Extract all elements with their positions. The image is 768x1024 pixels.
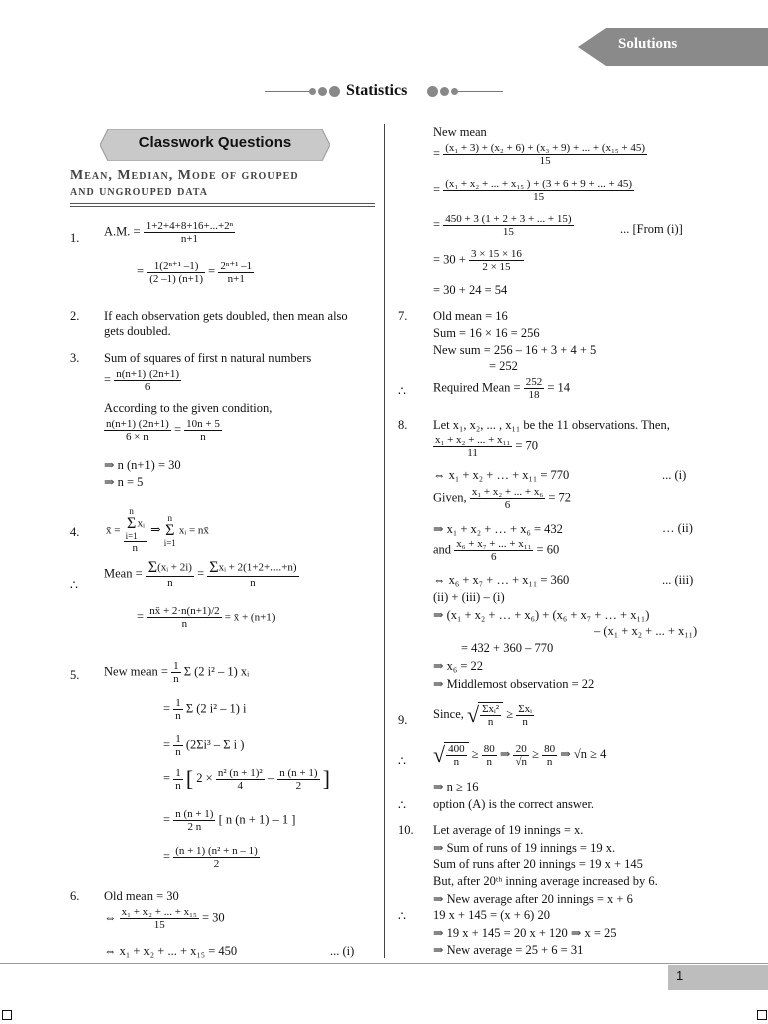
q5-line6 [163,845,260,870]
q1-f2-num: 1(2ⁿ⁺¹ –1) [147,259,205,273]
q9-t1-num: 400 [448,743,465,755]
q3-f3-den: n [200,431,206,443]
q6-eq-value: = 30 [201,910,225,925]
q10-therefore: ∴ [398,909,406,923]
q9-ge4: ≥ 4 [590,746,607,761]
q5-line2 [163,697,246,722]
q3-f1-num: n(n+1) (2n+1) [116,368,179,380]
q5-l4d: n (n + 1) [279,766,318,779]
q3-eq2: = [173,422,181,437]
q5-one: 1 [173,660,179,672]
cont-f4-den: 2 × 15 [482,261,511,273]
cont-f1-num: (x₁ + 3) + (x₂ + 6) + (x₃ + 9) + ... + (x₁₅ + 45) [445,142,646,154]
cont-ref: ... [From (i)] [620,222,683,236]
q5-expr3: (2Σi³ – Σ i ) [185,737,245,752]
q5-number: 5. [70,668,80,682]
q3-f1-den: 6 [144,381,151,393]
cont-f2-den: 15 [533,191,545,203]
cont-l4a: = 30 + [433,252,466,267]
q1-f3-num: 2ⁿ⁺¹ –1 [220,260,253,272]
q4-mean-frac1: Σ (xᵢ + 2i) n [147,559,192,589]
q8-line11: = 432 + 360 – 770 [461,641,554,655]
q9-t4-den: n [546,755,553,768]
q8-f2-den: 6 [504,499,511,511]
q9-t2-den: n [486,755,492,768]
footer-rule [0,963,768,964]
q5-line3 [163,733,244,758]
q9-t1-den: n [453,756,460,768]
q7-line3: New sum = 256 – 16 + 3 + 4 + 5 [433,343,597,357]
q5-n: n [175,779,181,792]
title-dot [318,87,327,96]
classwork-banner-label: Classwork Questions [138,134,292,151]
q9-therefore: ∴ [398,754,406,768]
q1-eq: = [137,263,145,278]
q4-sum-top: n [129,506,134,516]
q10-line2: ⇒ Sum of runs of 19 innings = 19 x. [433,841,616,855]
q4-rest: xᵢ = nx̄ [178,524,209,537]
q10-line3: Sum of runs after 20 innings = 19 x + 145 [433,857,643,871]
q9-t3-den: √n [515,755,527,768]
q4-xi: xᵢ [137,517,145,530]
q9-s1-num: Σxᵢ² [482,703,500,715]
column-divider [384,124,385,958]
section-title-line2: and ungrouped data [70,184,208,199]
q5-one: 1 [175,733,181,745]
q8-given: Given, [433,490,467,505]
q8-line3: ⇔ x₁ + x₂ + … + x₁₁ = 770 [433,468,570,482]
q3-eq: = [104,372,112,387]
q4-therefore: ∴ [70,578,78,592]
q8-ref2: … (ii) [662,521,693,535]
q7-number: 7. [398,309,408,323]
q1-f1-num: 1+2+4+8+16+...+2ⁿ [145,220,234,232]
q7-line4: = 252 [489,359,518,373]
q9-t5: √n [573,746,587,761]
q6-line1: Old mean = 30 [104,889,179,903]
q8-line5: ⇒ x₁ + x₂ + … + x₆ = 432 [433,522,563,536]
q9-line3: ⇒ n ≥ 16 [433,780,479,794]
q5-l4a: 2 × [196,770,213,785]
q5-line5 [163,808,295,833]
q4-sum-bot: i=1 [125,531,138,541]
cont-eq: = [433,182,441,197]
q3-fraction1 [114,368,181,393]
q8-f3-den: 6 [491,551,497,563]
q5-n: n [175,746,181,758]
q8-f2-num: x₁ + x₂ + ... + x₆ [471,486,544,498]
q3-line6: ⇒ n = 5 [104,475,144,489]
section-rule [70,203,375,204]
title-dot [451,88,458,95]
q7-frac-den: 18 [528,389,540,401]
q1-fraction3 [218,259,254,285]
q9-number: 9. [398,713,408,727]
q4-line2 [104,560,299,589]
q5-l4b: n² (n + 1)² [217,766,263,779]
q10-line5: ⇒ New average after 20 innings = x + 6 [433,892,633,906]
title-rule-left [265,91,310,92]
cont-line2 [433,142,647,167]
page-number: 1 [676,968,684,983]
cont-line1: New mean [433,125,487,139]
q1-line1 [104,220,235,245]
q1-f3-den: n+1 [227,273,245,285]
q9-ge: ≥ [471,746,479,761]
q7-frac-num: 252 [525,376,543,388]
q8-line6 [433,538,559,563]
q4-sum2-top: n [167,512,172,523]
q7-line1: Old mean = 16 [433,309,508,323]
q5-expr1: Σ (2 i² – 1) xᵢ [183,664,250,679]
q8-f1-num: x₁ + x₂ + ... + x₁₁ [435,434,511,446]
q5-l6-den: 2 [213,858,220,870]
q9-ge: ≥ [506,706,514,721]
q4-number: 4. [70,525,80,539]
cont-line6: = 30 + 24 = 54 [433,283,508,297]
q9-since: Since, [433,706,464,721]
q9-line2: √ $\frac{400}{n}$ ≥ $\frac{80}{n}$ ⇒ $\frac{20}{√n}$ ≥ $\frac{80}{n}$ ⇒ √n ≥ 4 [433,742,607,768]
q4-sum2-bot: i=1 [163,537,176,548]
q10-line6: 19 x + 145 = (x + 6) 20 [433,908,550,922]
title-dot [309,88,316,95]
cont-line5 [433,248,524,273]
q8-f3-num: x₆ + x₇ + ... + x₁₁ [456,538,532,550]
q4-mean-frac2: Σ xᵢ + 2(1+2+....+n) n [209,559,297,589]
q1-number: 1. [70,231,80,245]
q4-l3-den: n [181,618,188,630]
cont-f4-num: 3 × 15 × 16 [470,248,522,260]
q7-result: = 14 [547,380,571,395]
q9-t3-num: 20 [513,743,529,756]
q9-line4: option (A) is the correct answer. [433,797,595,811]
q9-t2-num: 80 [483,742,495,755]
q8-line1: Let x₁, x₂, ... , x₁₁ be the 11 observations. Then, [433,418,670,432]
q5-l5-rest: [ n (n + 1) – 1 ] [218,812,296,827]
q1-eq2: = [208,263,216,278]
section-rule [70,206,375,207]
q8-f2-result: = 72 [548,490,571,505]
q9-therefore2: ∴ [398,798,406,812]
q5-one: 1 [175,697,181,709]
q7-line5 [433,376,570,401]
q3-line4 [104,418,222,443]
q4-mean-label: Mean = [104,566,143,581]
q8-line8: (ii) + (iii) – (i) [433,590,505,604]
q5-l5-den: 2 n [187,821,202,833]
section-title-line1: Mean, Median, Mode of grouped [70,168,299,183]
q5-expr2: Σ (2 i² – 1) i [185,701,247,716]
page-title: Statistics [346,82,408,99]
q5-eq: = [163,770,171,785]
q7-req-mean: Required Mean = [433,380,521,395]
q10-line4: But, after 20ᵗʰ inning average increased by 6. [433,874,658,888]
q9-t4-num: 80 [544,742,556,755]
q3-line2 [104,368,181,393]
q8-line7: ⇔ x₆ + x₇ + … + x₁₁ = 360 [433,573,570,587]
cont-line4 [433,213,574,238]
q10-line1: Let average of 19 innings = x. [433,823,584,837]
q4-l3-num: nx̄ + 2·n(n+1)/2 [149,605,220,617]
q3-fraction3 [184,418,222,443]
q5-eq: = [163,701,171,716]
q8-f1-den: 11 [467,447,478,459]
title-rule-right [458,91,503,92]
q8-number: 8. [398,418,408,432]
q8-line10: – (x₁ + x₂ + ... + x₁₁) [594,624,698,638]
q2-number: 2. [70,309,80,323]
q5-l4e: 2 [295,779,302,792]
cont-f2-num: (x₁ + x₂ + ... + x₁₅ ) + (3 + 6 + 9 + ... + 45) [445,178,633,190]
q8-line4 [433,486,571,511]
q8-line12: ⇒ x₆ = 22 [433,659,484,673]
q5-line1 [104,660,249,685]
q4-line1: x̄ = n Σ i=1xᵢ n ⇒ n Σ i=1 xᵢ = nx̄ [106,506,209,554]
cont-line3 [433,178,634,203]
q4-mean2-den: n [250,577,256,589]
cont-f1-den: 15 [539,155,551,167]
cont-eq: = [433,146,441,161]
q4-eq-b: = [137,609,145,624]
q2-line2: gets doubled. [104,324,171,338]
q3-line3: According to the given condition, [104,401,273,415]
q4-mean-num: (xᵢ + 2i) [157,561,192,574]
q3-f3-num: 10n + 5 [186,418,220,430]
q6-line2: ⇔ $\frac{\text{x₁ + x₂ + ... + x₁₅}}{15}$ = 30 [104,906,225,931]
q3-fraction2 [104,418,171,443]
q3-f2-den: 6 × n [126,431,149,443]
q5-label: New mean = [104,664,168,679]
q3-number: 3. [70,351,80,365]
q6-frac-num: x₁ + x₂ + ... + x₁₅ [121,906,197,918]
q3-f2-num: n(n+1) (2n+1) [106,418,169,430]
q7-line2: Sum = 16 × 16 = 256 [433,326,540,340]
q5-eq: = [163,812,171,827]
q1-label: A.M. = [104,224,141,239]
q9-s2-den: n [522,715,528,728]
q5-l5-num: n (n + 1) [175,808,214,820]
q3-line1: Sum of squares of first n natural numbers [104,351,312,365]
q5-n: n [175,710,181,722]
q4-line3 [137,605,275,630]
q1-fraction2 [147,259,205,285]
q9-s2-num: Σxᵢ [518,702,532,715]
q5-n: n [173,673,179,685]
q1-f2-den: (2 –1) (n+1) [149,273,204,285]
crop-mark [757,1010,767,1020]
q8-f3-result: = 60 [536,542,560,557]
crop-mark [2,1010,12,1020]
q9-s1-den: n [487,716,494,728]
q7-therefore: ∴ [398,384,406,398]
q8-ref1: ... (i) [662,468,687,482]
q1-fraction [144,220,235,245]
q8-f1-result: = 70 [515,438,539,453]
q8-line9: ⇒ (x₁ + x₂ + … + x₆) + (x₆ + x₇ + … + x₁₁) [433,608,650,622]
q4-eq-a: = [197,566,205,581]
q4-implies: ⇒ [150,522,161,537]
q8-line2 [433,434,538,459]
q10-line8: ⇒ New average = 25 + 6 = 31 [433,943,584,957]
cont-f3-den: 15 [502,226,514,238]
q3-line5: ⇒ n (n+1) = 30 [104,458,181,472]
cont-f3-num: 450 + 3 (1 + 2 + 3 + ... + 15) [445,213,572,225]
q2-line1: If each observation gets doubled, then mean also [104,309,348,323]
cont-eq: = [433,217,441,232]
q10-number: 10. [398,823,414,837]
q6-frac-den: 15 [153,919,165,931]
q8-ref3: ... (iii) [662,573,694,587]
q4-frac3 [147,605,221,630]
q1-line2 [137,259,254,285]
q8-and: and [433,542,452,557]
q5-eq: = [163,849,171,864]
q5-l6-num: (n + 1) (n² + n – 1) [175,845,258,857]
section-title [70,168,375,200]
q5-l4c: 4 [237,779,244,792]
q4-mean2-num: xᵢ + 2(1+2+....+n) [218,561,297,574]
q4-den: n [132,542,139,554]
q6-line3: ⇔ x₁ + x₂ + ... + x₁₅ = 450 [104,944,238,958]
title-dot [427,86,438,97]
q6-number: 6. [70,889,80,903]
q5-line4: = $\frac{1}{n}$ [ 2 × $\frac{\text{n² (n + 1)²}}{4}$ – $\frac{n (n + 1)}{2}$ ] [163,766,330,792]
q9-ge: ≥ [532,746,539,761]
q5-one: 1 [175,766,181,779]
q9-line1: Since, √ $\frac{\text{Σxᵢ²}}{n}$ ≥ $\frac{\text{Σxᵢ}}{n}$ [433,702,532,728]
q4-l3-rest: = x̄ + (n+1) [224,611,276,624]
q10-line7: ⇒ 19 x + 145 = 20 x + 120 ⇒ x = 25 [433,926,617,940]
q5-eq: = [163,737,171,752]
solutions-label: Solutions [618,36,678,52]
q4-xbar: x̄ = [106,524,121,537]
title-dot [440,87,449,96]
q8-line13: ⇒ Middlemost observation = 22 [433,677,595,691]
q6-ref: ... (i) [330,944,355,958]
q4-fraction: n Σ i=1xᵢ n [125,506,145,554]
q4-mean-den: n [167,577,173,589]
title-dot [329,86,340,97]
q1-f1-den: n+1 [180,233,199,245]
